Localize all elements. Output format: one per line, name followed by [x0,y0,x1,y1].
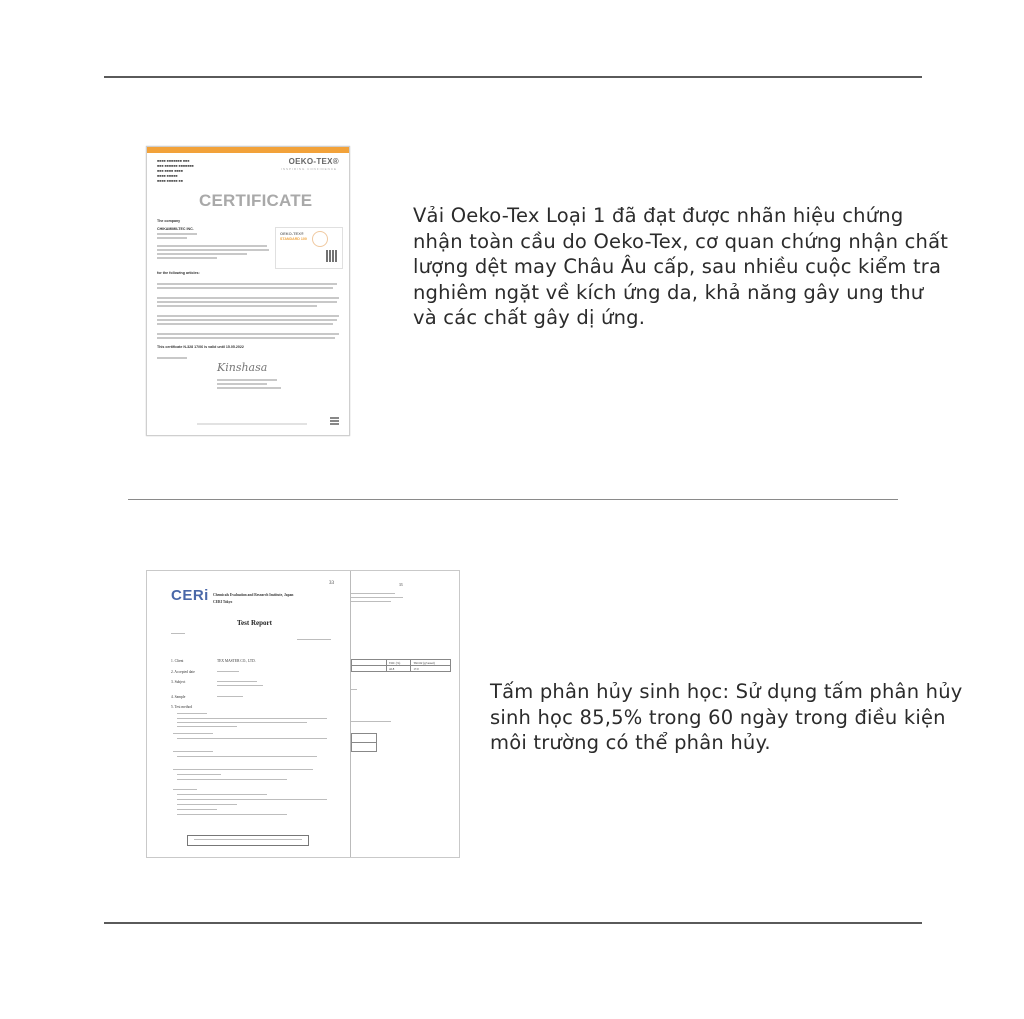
oeko-tex-tagline: INSPIRING CONFIDENCE [280,167,337,171]
institute-sub: CERI Tokyo [213,600,233,604]
company-name: CHIKAMIMILTEC INC. [157,227,194,231]
report-page-number: 33 [329,581,334,586]
ceri-logo: CERi [171,587,209,604]
report-small-table [351,733,377,752]
method-label: 5. Test method [171,705,193,709]
oeko-tex-certificate-image: ■■■■ ■■■■■■■ ■■■ ■■■ ■■■■■■ ■■■■■■■ ■■■ ■■■■ ■■■■ ■■■■ ■■■■■ ■■■■ ■■■■■ ■■ OEKO-TEX® INSPIRING CONFIDENCE CERTIFICATE The company CHIKAMIMILTEC INC. OEKO-TEX® STANDARD 100 for the following articles: This certificate N-328 17/06 is valid until 15.05.2022 Kinshasa [146,146,350,436]
report-page-2-number: 33 [399,583,403,587]
certificate-accent-bar [147,147,349,153]
sample-label: 4. Sample [171,695,186,699]
report-page-1 [147,571,351,857]
middle-divider [128,499,898,500]
company-label: The company [157,219,181,223]
report-footer-box [187,835,309,846]
bottom-divider [104,922,922,924]
ceri-test-report-image [146,570,460,858]
client-label: 1. Client [171,659,184,663]
report-results-table: TOC (%) ThCO2 (g/vessel) 42.8 17.0 [351,659,451,672]
oeko-tex-logo: OEKO-TEX® [288,157,339,166]
client-value: TEX MASTER CO., LTD. [217,659,256,663]
report-title: Test Report [237,619,272,627]
report-page-2 [351,571,459,857]
date-label: 2. Accepted date [171,670,195,674]
top-divider [104,76,922,78]
oeko-tex-description: Vải Oeko-Tex Loại 1 đã đạt được nhãn hiệu chứng nhận toàn cầu do Oeko-Tex, cơ quan chứng nhận chất lượng dệt may Châu Âu cấp, sau nhiều cuộc kiểm tra nghiêm ngặt về kích ứng da, khả năng gây ung thư và các chất gây dị ứng. [413,204,949,329]
institute-name: Chemicals Evaluation and Research Institute, Japan [213,593,294,597]
signature: Kinshasa [217,361,268,374]
for-articles-label: for the following articles: [157,271,200,275]
certificate-title: CERTIFICATE [199,191,313,210]
qr-code-icon [326,250,338,262]
biodegradable-description: Tấm phân hủy sinh học: Sử dụng tấm phân hủy sinh học 85,5% trong 60 ngày trong điều kiện môi trường có thể phân hủy. [490,680,963,754]
qr-code-icon [330,416,339,425]
validity-text: This certificate N-328 17/06 is valid until 15.05.2022 [157,345,244,349]
subject-label: 3. Subject [171,680,186,684]
standard-100-badge: OEKO-TEX® STANDARD 100 [275,227,343,269]
